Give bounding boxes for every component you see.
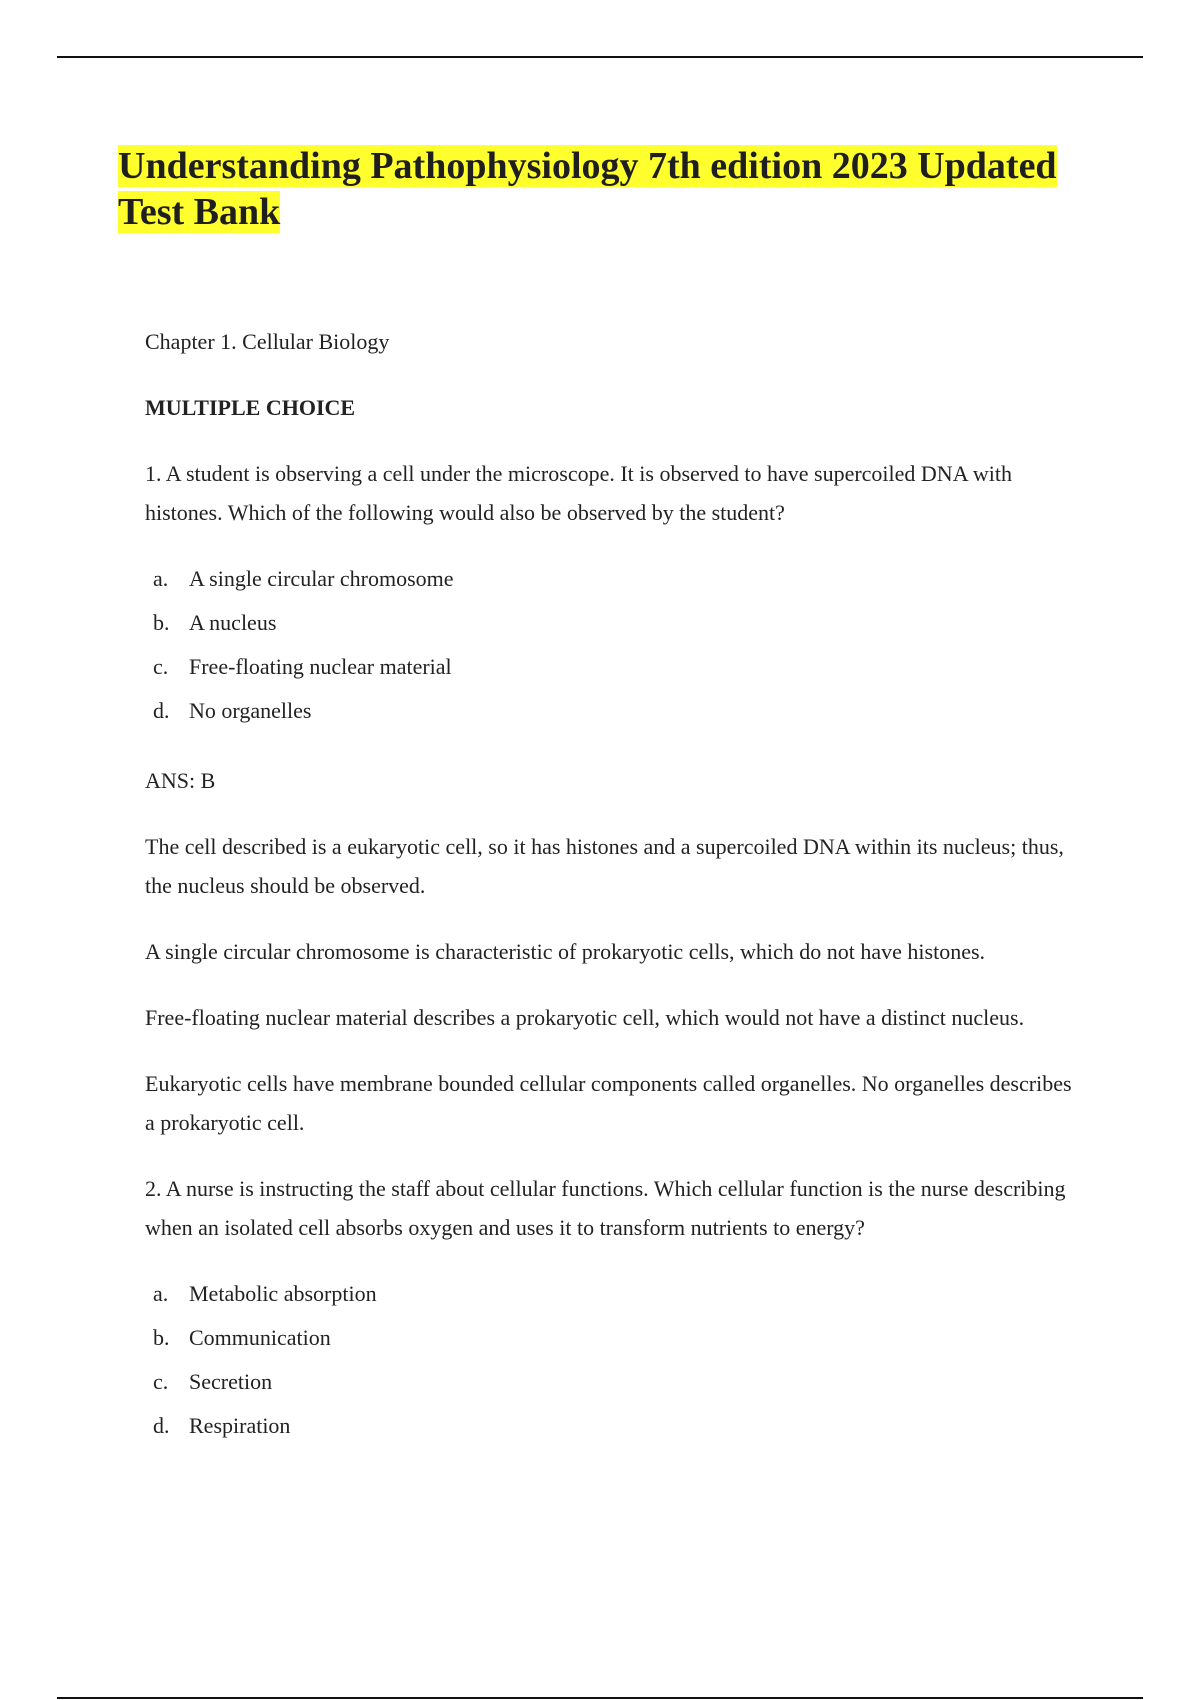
choice-item bbox=[145, 1318, 1085, 1362]
rationale-paragraph: Free-floating nuclear material describes a prokaryotic cell, which would not have a distinct nucleus. bbox=[145, 1005, 1025, 1030]
choice-letter: a. bbox=[153, 566, 169, 591]
rationale-paragraph: The cell described is a eukaryotic cell, so it has histones and a supercoiled DNA within its nucleus; thus, the nucleus should be observed. bbox=[145, 834, 1064, 898]
choice-text: Metabolic absorption bbox=[189, 1281, 377, 1306]
choice-item bbox=[145, 1362, 1085, 1406]
bottom-rule bbox=[57, 1697, 1143, 1699]
document-title bbox=[118, 143, 1128, 235]
document-body bbox=[145, 322, 1085, 1476]
top-rule bbox=[57, 56, 1143, 58]
choice-text: A single circular chromosome bbox=[189, 566, 454, 591]
choice-item bbox=[145, 603, 1085, 647]
section-heading: MULTIPLE CHOICE bbox=[145, 395, 356, 420]
choice-letter: c. bbox=[153, 654, 169, 679]
choice-item bbox=[145, 691, 1085, 735]
choice-letter: b. bbox=[153, 1325, 170, 1350]
choice-letter: a. bbox=[153, 1281, 169, 1306]
chapter-heading: Chapter 1. Cellular Biology bbox=[145, 329, 390, 354]
choice-item bbox=[145, 1274, 1085, 1318]
choice-item bbox=[145, 1406, 1085, 1450]
rationale-paragraph: A single circular chromosome is characteristic of prokaryotic cells, which do not have histones. bbox=[145, 939, 986, 964]
question-2-choices bbox=[145, 1274, 1085, 1450]
choice-item bbox=[145, 647, 1085, 691]
rationale-paragraph: Eukaryotic cells have membrane bounded cellular components called organelles. No organelles describes a prokaryotic cell. bbox=[145, 1071, 1072, 1135]
choice-text: Communication bbox=[189, 1325, 331, 1350]
choice-text: A nucleus bbox=[189, 610, 277, 635]
choice-letter: b. bbox=[153, 610, 170, 635]
choice-letter: c. bbox=[153, 1369, 169, 1394]
choice-item bbox=[145, 559, 1085, 603]
choice-letter: d. bbox=[153, 1413, 170, 1438]
choice-text: Secretion bbox=[189, 1369, 273, 1394]
title-highlight: Understanding Pathophysiology 7th edition 2023 Updated Test Bank bbox=[118, 145, 1057, 233]
choice-text: No organelles bbox=[189, 698, 312, 723]
choice-letter: d. bbox=[153, 698, 170, 723]
question-1-choices bbox=[145, 559, 1085, 735]
choice-text: Respiration bbox=[189, 1413, 291, 1438]
question-2-stem: 2. A nurse is instructing the staff about cellular functions. Which cellular function is the nurse describing when an isolated cell absorbs oxygen and uses it to transform nutrients to energy? bbox=[145, 1176, 1066, 1240]
question-1-answer: ANS: B bbox=[145, 768, 216, 793]
choice-text: Free-floating nuclear material bbox=[189, 654, 452, 679]
question-1-stem: 1. A student is observing a cell under the microscope. It is observed to have supercoiled DNA with histones. Which of the following would also be observed by the student? bbox=[145, 461, 1012, 525]
